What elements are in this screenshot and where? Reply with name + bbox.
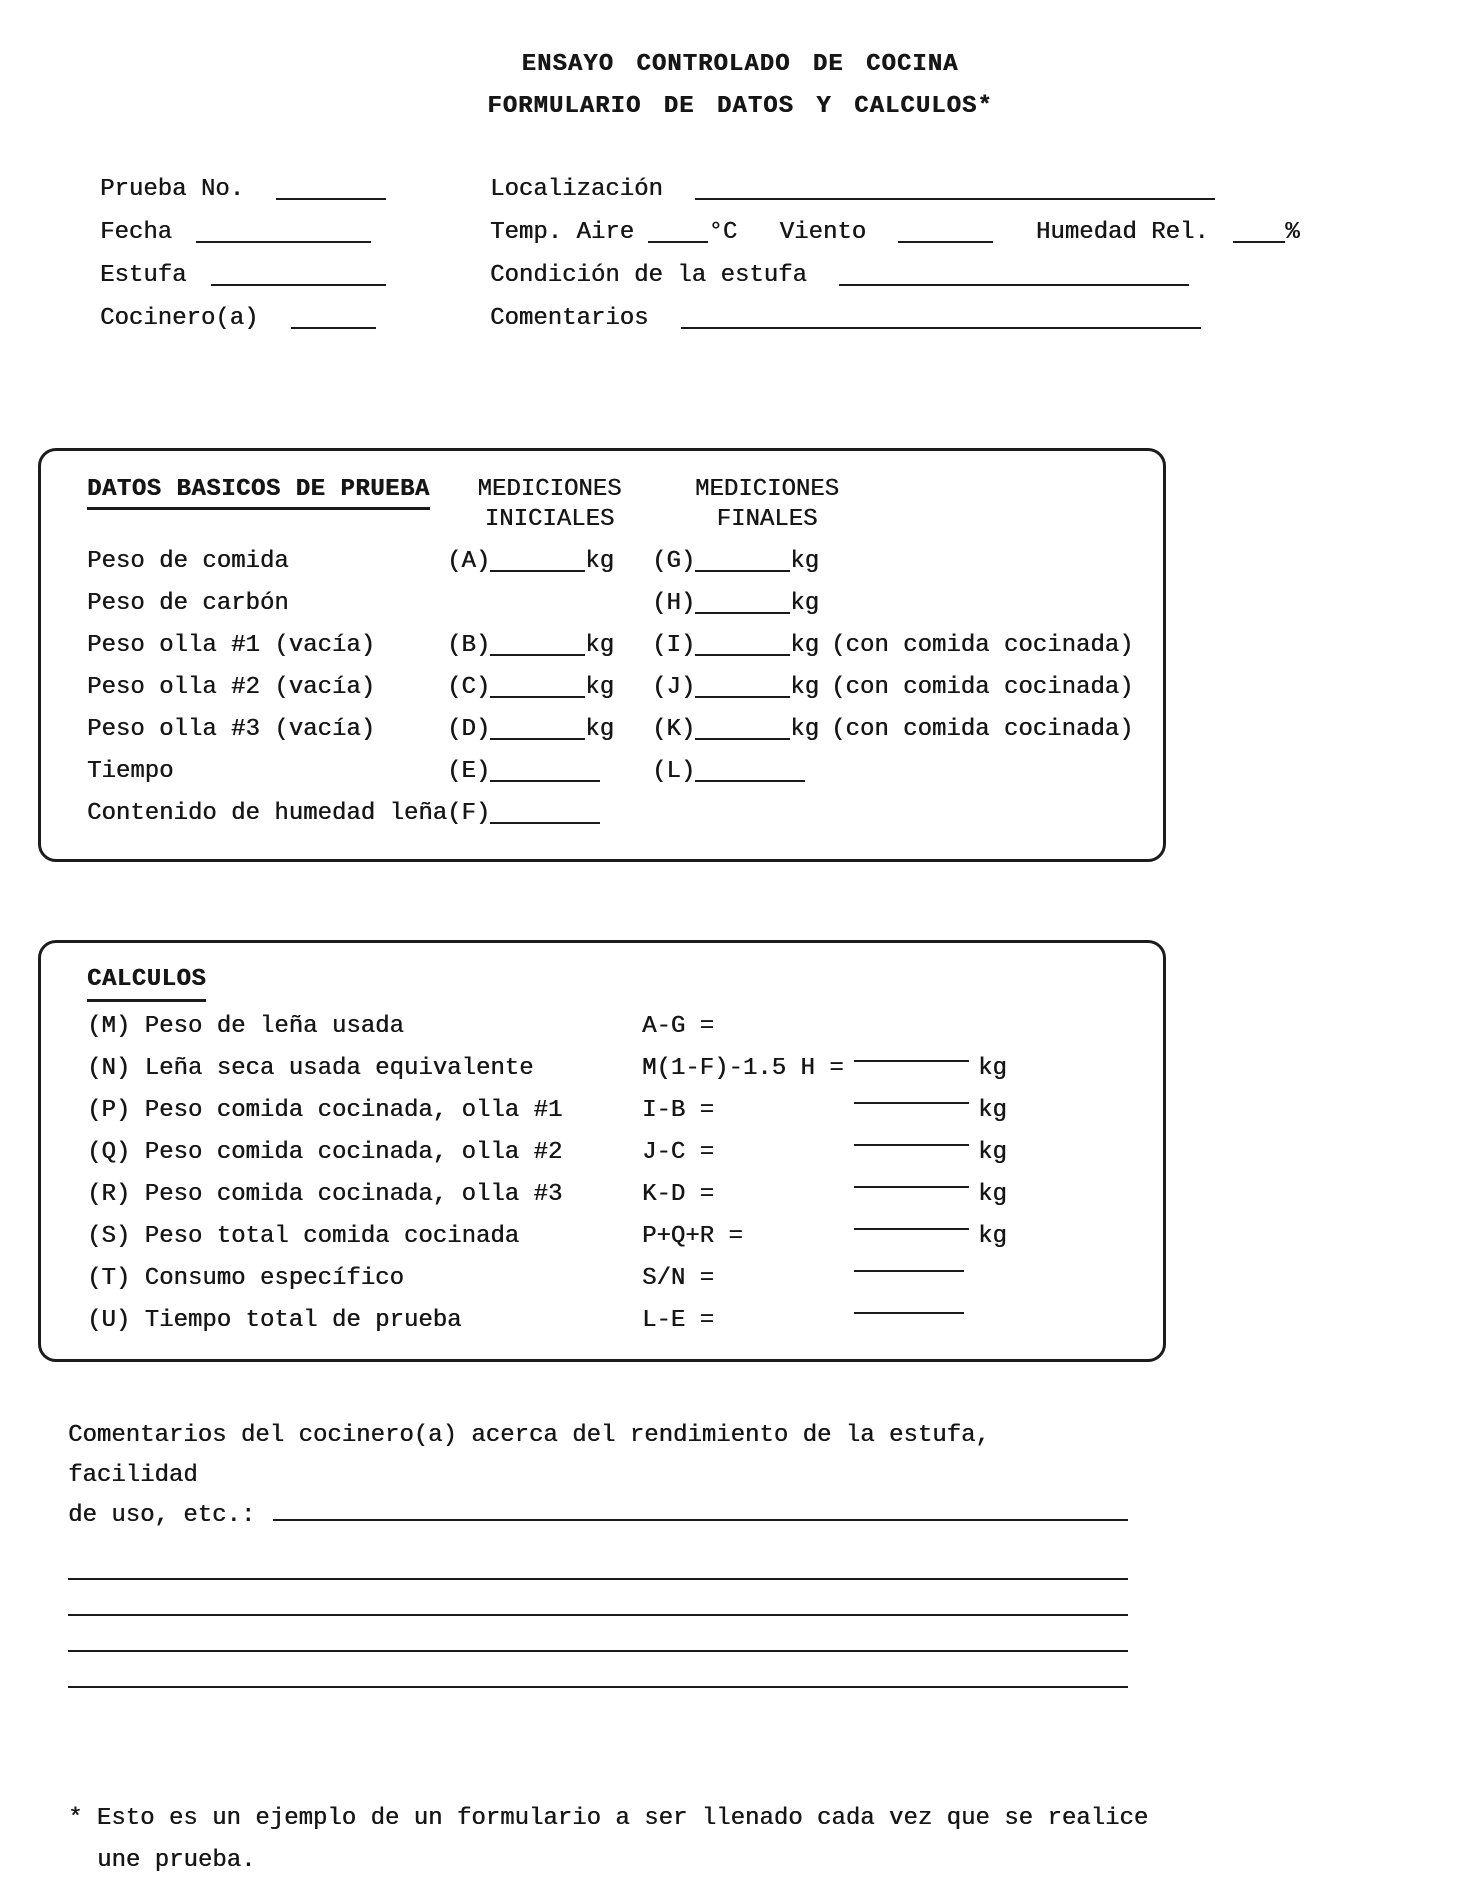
- unit-kg: kg: [585, 632, 615, 659]
- prueba-no-blank: [276, 186, 386, 200]
- datos-basicos-box: [38, 448, 1166, 862]
- prueba-no-label: Prueba No.: [100, 176, 245, 203]
- col-mediciones-finales: [652, 475, 882, 535]
- header-row-2: [100, 211, 1340, 254]
- calculos-heading: CALCULOS: [87, 963, 206, 1002]
- unit-kg: kg: [790, 548, 820, 575]
- datos-basicos-heading: DATOS BASICOS DE PRUEBA: [87, 475, 430, 510]
- measure-blank: [490, 642, 585, 656]
- temp-aire-label: Temp. Aire: [490, 219, 635, 246]
- mediciones-iniciales-line1: MEDICIONES: [477, 476, 622, 503]
- temp-aire-unit: °C: [708, 219, 738, 246]
- measure-blank: [490, 768, 600, 782]
- humedad-blank: [1233, 229, 1285, 243]
- row-label: Peso olla #3 (vacía): [87, 716, 376, 743]
- condicion-label: Condición de la estufa: [490, 262, 807, 289]
- calc-row: [87, 1132, 1145, 1174]
- code-h: (H): [652, 590, 696, 617]
- col-mediciones-iniciales: [447, 475, 652, 535]
- calc-row: [87, 1216, 1145, 1258]
- unit-kg: kg: [790, 716, 820, 743]
- comments-blank: [273, 1507, 1128, 1521]
- calc-formula: S/N =: [642, 1265, 715, 1292]
- calculos-box: [38, 940, 1166, 1362]
- unit-kg: kg: [978, 1139, 1007, 1166]
- mediciones-iniciales-line2: INICIALES: [484, 506, 615, 533]
- table-row: [87, 625, 1145, 667]
- calc-row: [87, 1048, 1145, 1090]
- localizacion-blank: [695, 186, 1215, 200]
- header-row-4: [100, 297, 1340, 340]
- datos-basicos-header: [87, 475, 1145, 535]
- result-blank: [854, 1048, 969, 1062]
- calc-formula: I-B =: [642, 1097, 715, 1124]
- code-l: (L): [652, 758, 696, 785]
- estufa-label: Estufa: [100, 262, 187, 289]
- unit-kg: kg: [790, 632, 820, 659]
- fecha-field: [100, 211, 490, 254]
- row-note: (con comida cocinada): [831, 674, 1134, 701]
- code-d: (D): [447, 716, 491, 743]
- code-e: (E): [447, 758, 491, 785]
- code-c: (C): [447, 674, 491, 701]
- calc-formula: J-C =: [642, 1139, 715, 1166]
- estufa-field: [100, 254, 490, 297]
- calc-label: (M) Peso de leña usada: [87, 1013, 404, 1040]
- row-label: Peso de comida: [87, 548, 289, 575]
- measure-blank: [695, 726, 790, 740]
- calc-label: (P) Peso comida cocinada, olla #1: [87, 1097, 563, 1124]
- calc-label: (T) Consumo específico: [87, 1265, 404, 1292]
- row-label: Peso de carbón: [87, 590, 289, 617]
- unit-kg: kg: [978, 1055, 1007, 1082]
- ruled-line: [68, 1578, 1128, 1580]
- calc-label: (N) Leña seca usada equivalente: [87, 1055, 534, 1082]
- measure-blank: [490, 558, 585, 572]
- fecha-blank: [196, 229, 371, 243]
- table-row: [87, 667, 1145, 709]
- header-row-1: [100, 168, 1340, 211]
- mediciones-finales-line2: FINALES: [716, 506, 818, 533]
- humedad-label: Humedad Rel.: [1035, 219, 1209, 246]
- unit-kg: kg: [790, 674, 820, 701]
- table-row: [87, 709, 1145, 751]
- code-g: (G): [652, 548, 696, 575]
- result-blank: [854, 1132, 969, 1146]
- row-note: (con comida cocinada): [831, 632, 1134, 659]
- table-row: [87, 541, 1145, 583]
- footnote: [68, 1798, 1268, 1882]
- viento-blank: [898, 229, 993, 243]
- calc-row: [87, 1300, 1145, 1342]
- datos-basicos-heading-cell: [87, 475, 447, 535]
- calc-label: (R) Peso comida cocinada, olla #3: [87, 1181, 563, 1208]
- row-label: Peso olla #2 (vacía): [87, 674, 376, 701]
- code-i: (I): [652, 632, 696, 659]
- result-blank: [854, 1090, 969, 1104]
- clima-fields: [490, 211, 1340, 254]
- calc-formula: P+Q+R =: [642, 1223, 743, 1250]
- code-j: (J): [652, 674, 696, 701]
- row-label: Peso olla #1 (vacía): [87, 632, 376, 659]
- cocinero-field: [100, 297, 490, 340]
- cook-comments-line2-label: de uso, etc.:: [68, 1502, 256, 1529]
- calculos-heading-row: [87, 963, 1145, 1002]
- calc-row: [87, 1006, 1145, 1048]
- table-row: [87, 751, 1145, 793]
- calc-row: [87, 1174, 1145, 1216]
- row-label: Tiempo: [87, 758, 174, 785]
- cook-comments-line2: [68, 1496, 1128, 1536]
- estufa-blank: [211, 272, 386, 286]
- header-fields: [100, 168, 1340, 340]
- code-f: (F): [447, 800, 491, 827]
- unit-kg: kg: [585, 548, 615, 575]
- comentarios-blank: [681, 315, 1201, 329]
- unit-kg: kg: [978, 1097, 1007, 1124]
- unit-kg: kg: [790, 590, 820, 617]
- measure-blank: [695, 768, 805, 782]
- table-row: [87, 583, 1145, 625]
- comentarios-label: Comentarios: [490, 305, 649, 332]
- result-blank: [854, 1216, 969, 1230]
- ruled-line: [68, 1686, 1128, 1688]
- calc-label: (U) Tiempo total de prueba: [87, 1307, 462, 1334]
- code-b: (B): [447, 632, 491, 659]
- footnote-line2: une prueba.: [97, 1847, 256, 1874]
- form-title-line1: ENSAYO CONTROLADO DE COCINA: [521, 51, 959, 78]
- calc-label: (S) Peso total comida cocinada: [87, 1223, 520, 1250]
- measure-blank: [695, 642, 790, 656]
- measure-blank: [490, 684, 585, 698]
- localizacion-field: [490, 168, 1340, 211]
- result-blank: [854, 1174, 969, 1188]
- calc-formula: L-E =: [642, 1307, 715, 1334]
- measure-blank: [490, 726, 585, 740]
- unit-kg: kg: [978, 1181, 1007, 1208]
- row-note: (con comida cocinada): [831, 716, 1134, 743]
- form-title: [0, 44, 1480, 128]
- form-title-line2: FORMULARIO DE DATOS Y CALCULOS*: [487, 93, 993, 120]
- ruled-line: [68, 1650, 1128, 1652]
- calc-formula: M(1-F)-1.5 H =: [642, 1055, 844, 1082]
- condicion-field: [490, 254, 1340, 297]
- measure-blank: [695, 600, 790, 614]
- localizacion-label: Localización: [490, 176, 663, 203]
- cocinero-label: Cocinero(a): [100, 305, 259, 332]
- code-k: (K): [652, 716, 696, 743]
- prueba-no-field: [100, 168, 490, 211]
- result-blank: [854, 1258, 964, 1272]
- measure-blank: [490, 810, 600, 824]
- comentarios-field: [490, 297, 1340, 340]
- footnote-line1: * Esto es un ejemplo de un formulario a ser llenado cada vez que se realice: [68, 1805, 1149, 1832]
- table-row: [87, 793, 1145, 835]
- cocinero-blank: [291, 315, 376, 329]
- humedad-unit: %: [1285, 219, 1300, 246]
- row-label: Contenido de humedad leña: [87, 800, 448, 827]
- calc-label: (Q) Peso comida cocinada, olla #2: [87, 1139, 563, 1166]
- cook-comments-line1: Comentarios del cocinero(a) acerca del rendimiento de la estufa, facilidad: [68, 1422, 990, 1489]
- unit-kg: kg: [978, 1223, 1007, 1250]
- measure-blank: [695, 684, 790, 698]
- unit-kg: kg: [585, 674, 615, 701]
- ruled-line: [68, 1614, 1128, 1616]
- temp-aire-blank: [648, 229, 708, 243]
- condicion-blank: [839, 272, 1189, 286]
- cook-comments-section: [68, 1416, 1128, 1688]
- mediciones-finales-line1: MEDICIONES: [694, 476, 840, 503]
- measure-blank: [695, 558, 790, 572]
- fecha-label: Fecha: [100, 219, 173, 246]
- code-a: (A): [447, 548, 491, 575]
- calc-formula: A-G =: [642, 1013, 715, 1040]
- calc-formula: K-D =: [642, 1181, 715, 1208]
- calc-row: [87, 1090, 1145, 1132]
- unit-kg: kg: [585, 716, 615, 743]
- header-row-3: [100, 254, 1340, 297]
- viento-label: Viento: [779, 219, 867, 246]
- calc-row: [87, 1258, 1145, 1300]
- result-blank: [854, 1300, 964, 1314]
